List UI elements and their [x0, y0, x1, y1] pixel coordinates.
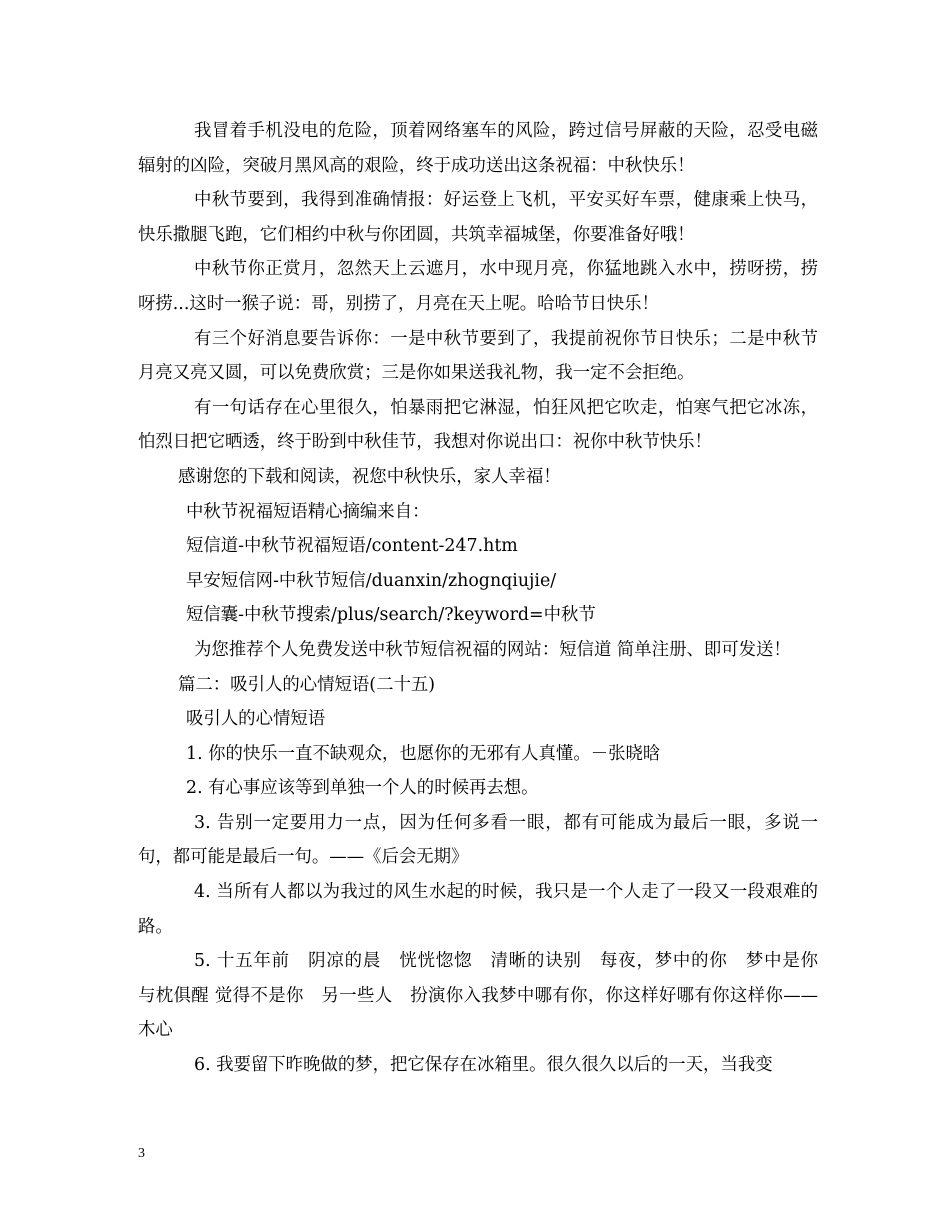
list-item-6: 6. 我要留下昨晚做的梦，把它保存在冰箱里。很久很久以后的一天，当我变	[194, 1055, 773, 1076]
paragraph-4: 有三个好消息要告诉你：一是中秋节要到了，我提前祝你节日快乐；二是中秋节月亮又亮又圆，可以免费欣赏；三是你如果送我礼物，我一定不会拒绝。	[138, 328, 818, 384]
list-item-1: 1. 你的快乐一直不缺观众，也愿你的无邪有人真懂。－张晓晗	[186, 743, 661, 764]
list-item-3: 3. 告别一定要用力一点，因为任何多看一眼，都有可能成为最后一眼，多说一句，都可能是最后一句。——《后会无期》	[138, 812, 818, 868]
source-link-3: 短信囊-中秋节搜索/plus/search/?keyword=中秋节	[186, 605, 596, 626]
document-body	[138, 114, 836, 1083]
section-heading: 篇二：吸引人的心情短语(二十五)	[178, 674, 436, 695]
thanks-line: 感谢您的下载和阅读，祝您中秋快乐，家人幸福！	[178, 466, 561, 487]
list-item-2: 2. 有心事应该等到单独一个人的时候再去想。	[186, 778, 539, 799]
paragraph-3: 中秋节你正赏月，忽然天上云遮月，水中现月亮，你猛地跳入水中，捞呀捞，捞呀捞...这时一猴子说：哥，别捞了，月亮在天上呢。哈哈节日快乐！	[138, 259, 818, 314]
paragraph-1: 我冒着手机没电的危险，顶着网络塞车的风险，跨过信号屏蔽的天险，忍受电磁辐射的凶险，突破月黑风高的艰险，终于成功送出这条祝福：中秋快乐！	[138, 121, 818, 176]
source-link-1: 短信道-中秋节祝福短语/content-247.htm	[186, 536, 518, 557]
paragraph-2: 中秋节要到，我得到准确情报：好运登上飞机，平安买好车票，健康乘上快马，快乐撒腿飞跑，它们相约中秋与你团圆，共筑幸福城堡，你要准备好哦！	[138, 190, 818, 245]
list-item-5: 5. 十五年前 阴凉的晨 恍恍惚惚 清晰的诀别 每夜，梦中的你 梦中是你 与枕俱醒 觉得不是你 另一些人 扮演你入我梦中哪有你，你这样好哪有你这样你——木心	[138, 951, 836, 1041]
source-heading: 中秋节祝福短语精心摘编来自：	[186, 501, 430, 522]
section-subtitle: 吸引人的心情短语	[186, 709, 326, 730]
recommend-line: 为您推荐个人免费发送中秋节短信祝福的网站：短信道 简单注册、即可发送！	[194, 639, 791, 660]
list-item-4: 4. 当所有人都以为我过的风生水起的时候，我只是一个人走了一段又一段艰难的路。	[138, 882, 818, 937]
source-link-2: 早安短信网-中秋节短信/duanxin/zhognqiujie/	[186, 570, 557, 591]
page-number: 3	[138, 1146, 145, 1161]
paragraph-5: 有一句话存在心里很久，怕暴雨把它淋湿，怕狂风把它吹走，怕寒气把它冰冻，怕烈日把它晒透，终于盼到中秋佳节，我想对你说出口：祝你中秋节快乐！	[138, 397, 818, 453]
